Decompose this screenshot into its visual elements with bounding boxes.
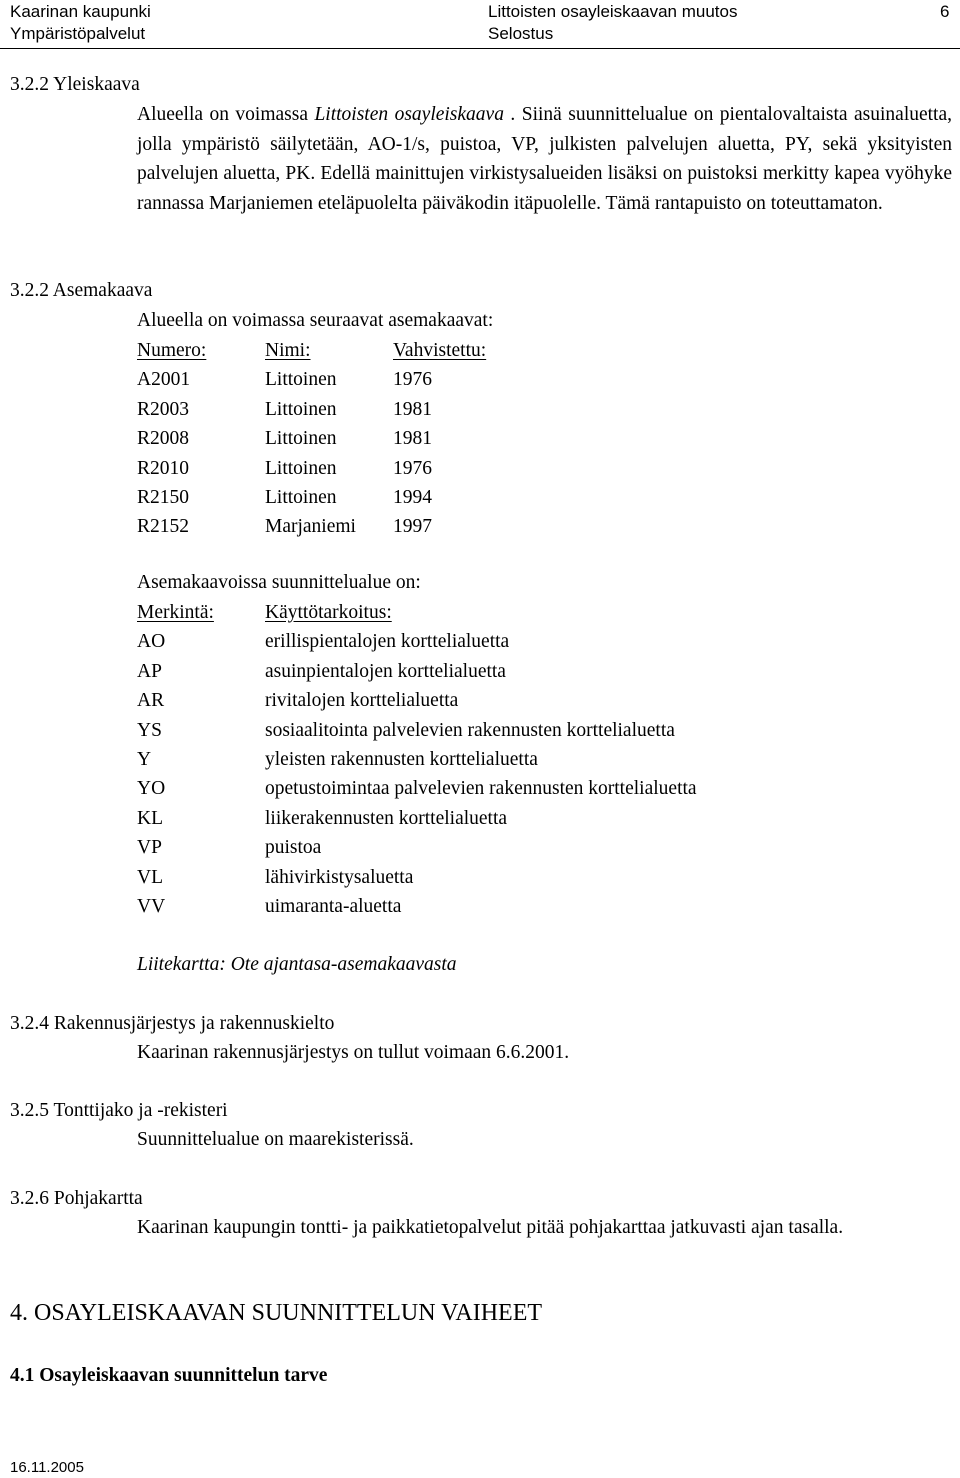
cell-vahvistettu: 1994	[393, 486, 432, 508]
cell-nimi: Littoinen	[265, 369, 337, 391]
col-nimi	[265, 336, 393, 542]
cell-merkinta: YS	[137, 719, 162, 741]
rakennusjarjestys-text: Kaarinan rakennusjärjestys on tullut voimaan 6.6.2001.	[137, 1042, 570, 1063]
cell-numero: R2008	[137, 428, 190, 450]
cell-kayttotarkoitus: sosiaalitointa palvelevien rakennusten korttelialuetta	[265, 719, 675, 741]
header-doc-title: Littoisten osayleiskaavan muutos	[488, 2, 738, 21]
cell-numero: R2150	[137, 486, 190, 508]
header-rule	[0, 48, 960, 49]
liitekartta-caption: Liitekartta: Ote ajantasa-asemakaavasta	[137, 954, 457, 975]
header-doc-subtitle: Selostus	[488, 24, 554, 43]
header-nimi: Nimi:	[265, 340, 311, 361]
cell-merkinta: AO	[137, 631, 166, 653]
cell-vahvistettu: 1981	[393, 428, 432, 450]
cell-merkinta: Y	[137, 748, 152, 770]
yleiskaava-plan-name: Littoisten osayleiskaava	[314, 104, 504, 125]
cell-vahvistettu: 1976	[393, 369, 432, 391]
cell-merkinta: VV	[137, 895, 166, 917]
cell-vahvistettu: 1981	[393, 398, 432, 420]
cell-vahvistettu: 1976	[393, 457, 432, 479]
header-merkinta: Merkintä:	[137, 602, 214, 623]
section-heading-pohjakartta: 3.2.6 Pohjakartta	[10, 1188, 143, 1209]
cell-nimi: Littoinen	[265, 398, 337, 420]
cell-nimi: Littoinen	[265, 457, 337, 479]
subchapter-heading: 4.1 Osayleiskaavan suunnittelun tarve	[10, 1365, 328, 1386]
yleiskaava-text-after: . Siinä suunnittelualue on pientalovaltaista asuinaluetta, jolla ympäristö säilytetään, AO-1/s, puistoa, VP, julkisten palvelujen aluetta, PY, sekä yksityisten palvelujen aluetta, PK. Edellä mainittujen virkistysalueiden lisäksi on puistoksi merkitty kapea vyöhyke rannassa Marjaniemen eteläpuolelta päiväkodin itäpuolelle. Tämä rantapuisto on toteuttamaton.	[137, 104, 953, 214]
col-merkinta	[137, 598, 265, 921]
header-kayttotarkoitus: Käyttötarkoitus:	[265, 602, 392, 623]
section-heading-yleiskaava: 3.2.2 Yleiskaava	[10, 74, 140, 95]
cell-merkinta: VL	[137, 866, 163, 888]
cell-merkinta: YO	[137, 778, 166, 800]
chapter-heading: 4. OSAYLEISKAAVAN SUUNNITTELUN VAIHEET	[10, 1300, 543, 1326]
section-heading-tonttijako: 3.2.5 Tonttijako ja -rekisteri	[10, 1100, 228, 1121]
cell-merkinta: AP	[137, 660, 162, 682]
cell-kayttotarkoitus: liikerakennusten korttelialuetta	[265, 807, 508, 829]
cell-vahvistettu: 1997	[393, 516, 432, 538]
cell-kayttotarkoitus: yleisten rakennusten korttelialuetta	[265, 748, 538, 770]
page-number: 6	[940, 2, 950, 21]
cell-merkinta: KL	[137, 807, 163, 829]
cell-merkinta: VP	[137, 837, 162, 859]
cell-kayttotarkoitus: rivitalojen korttelialuetta	[265, 690, 459, 712]
yleiskaava-text-before: Alueella on voimassa	[137, 104, 315, 125]
cell-kayttotarkoitus: puistoa	[265, 837, 322, 859]
col-vahvistettu	[393, 336, 486, 542]
cell-merkinta: AR	[137, 690, 165, 712]
cell-nimi: Littoinen	[265, 486, 337, 508]
section-heading-rakennusjarjestys: 3.2.4 Rakennusjärjestys ja rakennuskielto	[10, 1013, 335, 1034]
header-vahvistettu: Vahvistettu:	[393, 340, 487, 361]
cell-numero: A2001	[137, 369, 191, 391]
cell-kayttotarkoitus: uimaranta-aluetta	[265, 895, 402, 917]
pohjakartta-text: Kaarinan kaupungin tontti- ja paikkatietopalvelut pitää pohjakarttaa jatkuvasti ajan tasalla.	[137, 1217, 844, 1238]
yleiskaava-paragraph	[137, 100, 952, 218]
col-numero	[137, 336, 265, 542]
header-org: Kaarinan kaupunki	[10, 2, 151, 21]
col-kayttotarkoitus	[265, 598, 697, 921]
cell-kayttotarkoitus: erillispientalojen korttelialuetta	[265, 631, 510, 653]
section-heading-asemakaava: 3.2.2 Asemakaava	[10, 280, 153, 301]
asemakaava-intro2: Asemakaavoissa suunnittelualue on:	[137, 572, 421, 593]
cell-nimi: Marjaniemi	[265, 516, 356, 538]
cell-numero: R2003	[137, 398, 190, 420]
cell-kayttotarkoitus: asuinpientalojen korttelialuetta	[265, 660, 506, 682]
cell-nimi: Littoinen	[265, 428, 337, 450]
header-dept: Ympäristöpalvelut	[10, 24, 146, 43]
header-numero: Numero:	[137, 340, 207, 361]
cell-kayttotarkoitus: opetustoimintaa palvelevien rakennusten korttelialuetta	[265, 778, 697, 800]
cell-kayttotarkoitus: lähivirkistysaluetta	[265, 866, 414, 888]
footer-date: 16.11.2005	[10, 1459, 84, 1476]
tonttijako-text: Suunnittelualue on maarekisterissä.	[137, 1129, 414, 1150]
asemakaava-intro: Alueella on voimassa seuraavat asemakaavat:	[137, 310, 494, 331]
cell-numero: R2152	[137, 516, 190, 538]
cell-numero: R2010	[137, 457, 190, 479]
